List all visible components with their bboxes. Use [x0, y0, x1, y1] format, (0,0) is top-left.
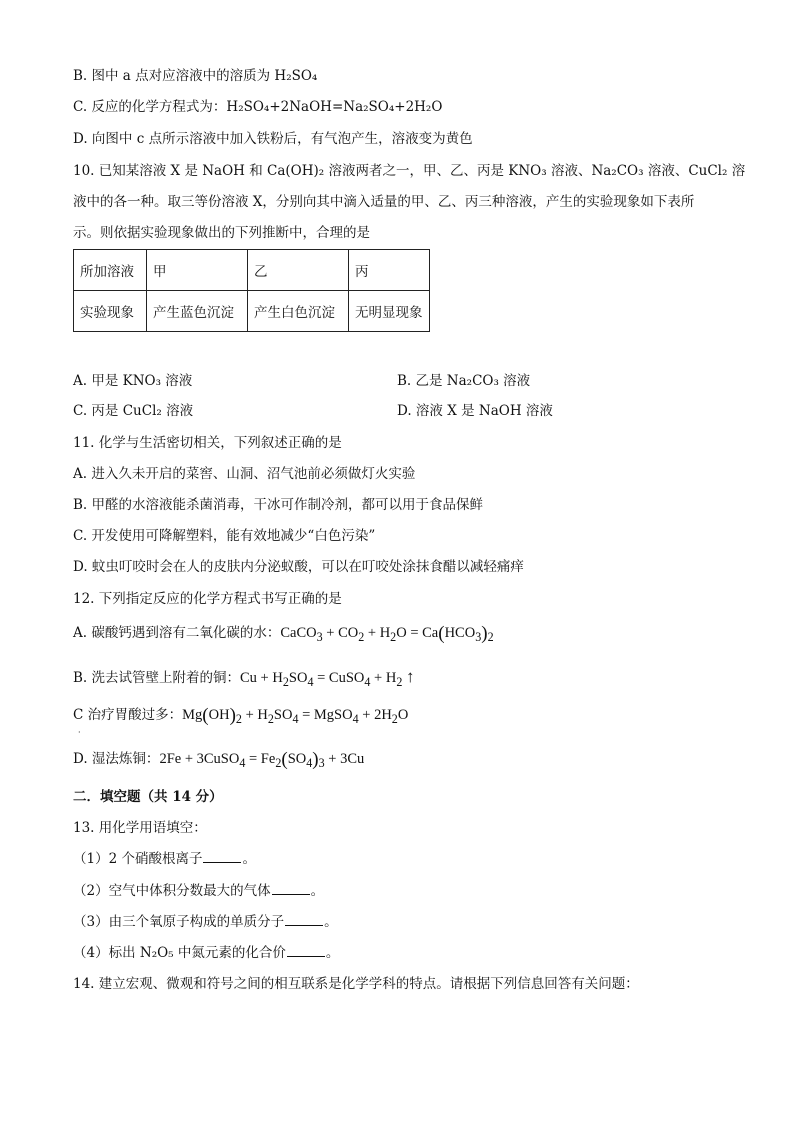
period: 。 [325, 945, 340, 961]
q9-option-b: B. 图中 a 点对应溶液中的溶质为 H₂SO₄ [73, 68, 318, 84]
q12-stem: 12. 下列指定反应的化学方程式书写正确的是 [73, 591, 342, 607]
equation-b: $Cu + H_2SO_4$ = CuSO$_4$ + $H_2$ ↑ [240, 667, 415, 689]
stray-dot: · [78, 728, 81, 737]
table-cell: 产生白色沉淀 [248, 291, 349, 332]
q9-option-d: D. 向图中 c 点所示溶液中加入铁粉后，有气泡产生，溶液变为黄色 [73, 131, 473, 147]
q12-option-a-label: A. 碳酸钙遇到溶有二氧化碳的水： [73, 625, 281, 641]
q12-option-b [73, 668, 415, 691]
q13-part2 [73, 882, 324, 900]
equation-a: CaCO$_3$ + $CO_2 + H_2O = Ca(HCO_3)_2$ [280, 623, 494, 644]
table-cell: 无明显现象 [349, 291, 430, 332]
answer-blank[interactable] [272, 882, 310, 895]
answer-blank[interactable] [285, 913, 323, 926]
q13-part1-text: （1）2 个硝酸根离子 [73, 851, 203, 867]
q13-part3-text: （3）由三个氧原子构成的单质分子 [73, 914, 285, 930]
q13-part1 [73, 850, 256, 868]
q10-option-c: C. 丙是 CuCl₂ 溶液 [73, 403, 194, 419]
q13-part3 [73, 913, 338, 931]
q14-stem: 14. 建立宏观、微观和符号之间的相互联系是化学学科的特点。请根据下列信息回答有关问题： [73, 976, 639, 992]
table-cell: 所加溶液 [74, 250, 147, 291]
q10-stem-line1: 10. 已知某溶液 X 是 NaOH 和 Ca(OH)₂ 溶液两者之一，甲、乙、丙是 KNO₃ 溶液、Na₂CO₃ 溶液、CuCl₂ 溶 [73, 163, 746, 179]
table-cell: 甲 [147, 250, 248, 291]
answer-blank[interactable] [203, 850, 241, 863]
table-cell: 产生蓝色沉淀 [147, 291, 248, 332]
section-title: 二．填空题（共 14 分） [73, 789, 223, 805]
period: 。 [324, 914, 338, 930]
answer-blank[interactable] [287, 944, 325, 957]
q11-option-b: B. 甲醛的水溶液能杀菌消毒，干冰可作制冷剂，都可以用于食品保鲜 [73, 497, 484, 513]
q13-stem: 13. 用化学用语填空： [73, 820, 207, 836]
equation-d: 2Fe + 3CuSO$_4$ = $Fe_2(SO_4)_3 + 3Cu$ [159, 749, 365, 770]
q12-option-d-label: D. 湿法炼铜： [73, 751, 160, 767]
table-row [74, 291, 430, 332]
table-cell: 乙 [248, 250, 349, 291]
table-row [74, 250, 430, 291]
q13-part4 [73, 944, 339, 962]
q11-option-a: A. 进入久未开启的菜窖、山洞、沼气池前必须做灯火实验 [73, 466, 416, 482]
table-cell: 实验现象 [74, 291, 147, 332]
q13-part2-text: （2）空气中体积分数最大的气体 [73, 883, 271, 899]
q12-option-a [73, 624, 494, 646]
q12-option-b-label: B. 洗去试管壁上附着的铜： [73, 670, 241, 686]
period: 。 [310, 883, 325, 899]
q11-option-d: D. 蚊虫叮咬时会在人的皮肤内分泌蚁酸，可以在叮咬处涂抹食醋以减轻痛痒 [73, 559, 524, 575]
q10-option-d: D. 溶液 X 是 NaOH 溶液 [397, 403, 553, 419]
q10-stem-line3: 示。则依据实验现象做出的下列推断中，合理的是 [73, 225, 370, 241]
experiment-table [73, 249, 430, 332]
q10-option-b: B. 乙是 Na₂CO₃ 溶液 [397, 373, 531, 389]
q13-part4-text: （4）标出 N₂O₅ 中氮元素的化合价 [73, 945, 286, 961]
q10-stem-line2: 液中的各一种。取三等份溶液 X，分别向其中滴入适量的甲、乙、丙三种溶液，产生的实验现象如下表所 [73, 194, 695, 210]
equation-c: $Mg(OH)_2 + H_2SO_4$ = MgSO$_4$ + $2H_2O$ [182, 705, 409, 726]
q11-stem: 11. 化学与生活密切相关，下列叙述正确的是 [73, 435, 342, 451]
q11-option-c: C. 开发使用可降解塑料，能有效地减少“白色污染” [73, 528, 376, 544]
q12-option-d [73, 750, 364, 772]
q12-option-c-label: C 治疗胃酸过多： [73, 707, 183, 723]
q12-option-c [73, 706, 408, 728]
table-cell: 丙 [349, 250, 430, 291]
period: 。 [242, 851, 256, 867]
q9-option-c: C. 反应的化学方程式为：H₂SO₄+2NaOH=Na₂SO₄+2H₂O [73, 99, 443, 115]
q10-option-a: A. 甲是 KNO₃ 溶液 [73, 373, 193, 389]
